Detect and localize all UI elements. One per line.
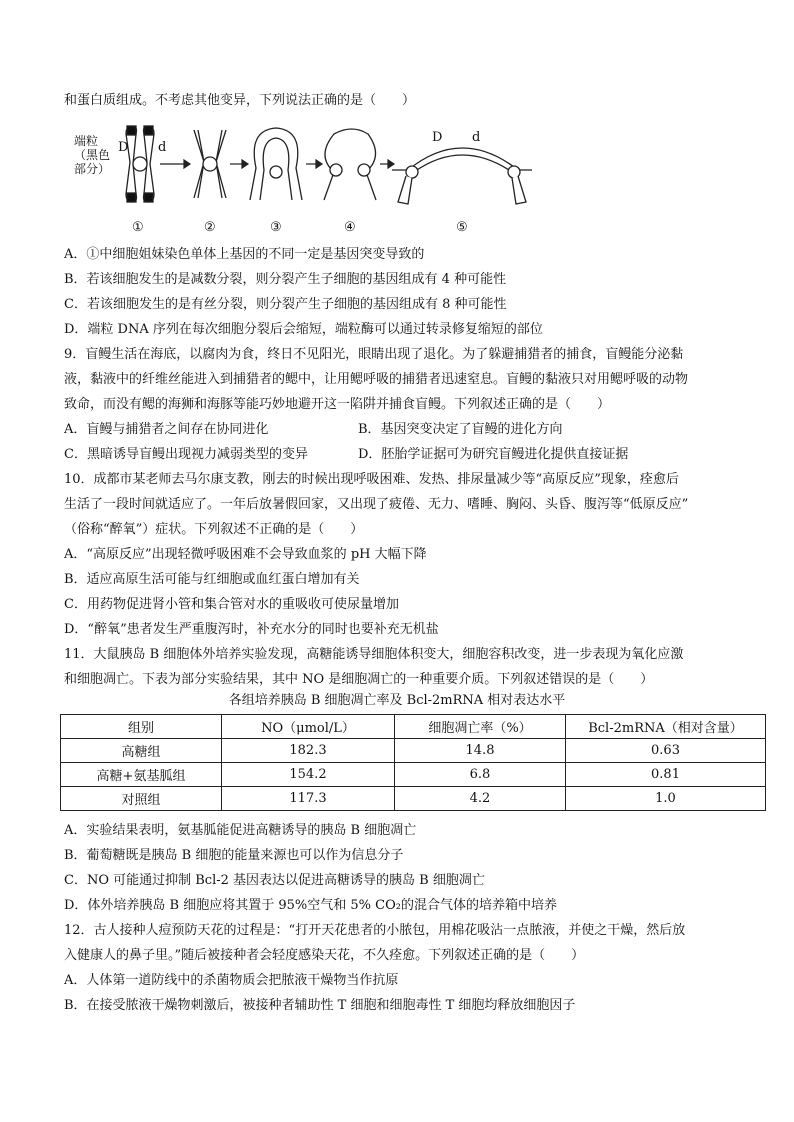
- q10-stem-line: 10．成都市某老师去马尔康支教，刚去的时候出现呼吸困难、发热、排尿量减少等“高原反应”现象，痊愈后: [64, 472, 679, 487]
- q9-stem-line: 9．盲鳗生活在海底，以腐肉为食，终日不见阳光，眼睛出现了退化。为了躲避捕猎者的捕食，盲鳗能分泌黏: [64, 347, 684, 362]
- table-cell: 高糖+氨基胍组: [61, 763, 222, 787]
- table-cell: 14.8: [395, 739, 566, 763]
- table-header: 细胞凋亡率（%）: [395, 715, 566, 739]
- table-header: Bcl-2mRNA（相对含量）: [566, 715, 766, 739]
- q10-stem-line: 生活了一段时间就适应了。一年后放暑假回家，又出现了疲倦、无力、嗜睡、胸闷、头昏、腹泻等“低原反应”: [64, 497, 689, 512]
- stage-2-chromosome: [194, 130, 226, 198]
- table-row: [61, 739, 766, 763]
- q9-stem-line: 致命，而没有鳃的海狮和海豚等能巧妙地避开这一陷阱并捕食盲鳗。下列叙述正确的是（ ）: [64, 397, 611, 412]
- question-stem-line: 和蛋白质组成。不考虑其他变异，下列说法正确的是（ ）: [64, 93, 416, 108]
- stage-5-chromosome: [392, 148, 532, 204]
- chromosome-figure: [72, 120, 532, 238]
- q10-option-c: C．用药物促进肾小管和集合管对水的重吸收可使尿量增加: [64, 597, 399, 612]
- table-caption: 各组培养胰岛 B 细胞凋亡率及 Bcl-2mRNA 相对表达水平: [228, 693, 566, 708]
- q12-stem-line: 入健康人的鼻子里。”随后被接种者会轻度感染天花，不久痊愈。下列叙述正确的是（ ）: [64, 948, 585, 963]
- q12-option-b: B．在接受脓液干燥物刺激后，被接种者辅助性 T 细胞和细胞毒性 T 细胞均释放细胞因子: [64, 998, 576, 1013]
- q8-option-a: A．①中细胞姐妹染色单体上基因的不同一定是基因突变导致的: [64, 247, 425, 262]
- stage-label: ①: [132, 220, 144, 235]
- q12-stem-line: 12．古人接种人痘预防天花的过程是：“打开天花患者的小脓包，用棉花吸沾一点脓液，并使之干燥，然后放: [64, 923, 686, 938]
- table-cell: 0.81: [566, 763, 766, 787]
- gene-D-label: D: [118, 140, 129, 155]
- q10-option-b: B．适应高原生活可能与红细胞或血红蛋白增加有关: [64, 572, 360, 587]
- stage-label: ⑤: [456, 220, 468, 235]
- table-cell: 高糖组: [61, 739, 222, 763]
- q11-option-d: D．体外培养胰岛 B 细胞应将其置于 95%空气和 5% CO₂的混合气体的培养箱中培养: [64, 898, 557, 913]
- table-header: NO（μmol/L）: [222, 715, 395, 739]
- q10-stem-line: （俗称“醉氧”）症状。下列叙述不正确的是（ ）: [64, 522, 364, 537]
- q9-option-a: A．盲鳗与捕猎者之间存在协同进化: [64, 422, 269, 437]
- q10-option-d: D．“醉氧”患者发生严重腹泻时，补充水分的同时也要补充无机盐: [64, 622, 439, 637]
- stage-label: ④: [344, 220, 356, 235]
- table-row: [61, 763, 766, 787]
- table-cell: 154.2: [222, 763, 395, 787]
- q10-option-a: A．“高原反应”出现轻微呼吸困难不会导致血浆的 pH 大幅下降: [64, 547, 427, 562]
- table-cell: 4.2: [395, 787, 566, 811]
- table-cell: 1.0: [566, 787, 766, 811]
- gene-d-label: d: [472, 130, 481, 145]
- table-cell: 0.63: [566, 739, 766, 763]
- table-cell: 182.3: [222, 739, 395, 763]
- results-table: [60, 714, 766, 811]
- q11-option-c: C．NO 可能通过抑制 Bcl-2 基因表达以促进高糖诱导的胰岛 B 细胞凋亡: [64, 873, 485, 888]
- q11-stem-line: 11．大鼠胰岛 B 细胞体外培养实验发现，高糖能诱导细胞体积变大，细胞容积改变，进一步表现为氧化应激: [64, 647, 684, 662]
- stage-label: ③: [270, 220, 282, 235]
- q9-stem-line: 液，黏液中的纤维丝能进入到捕猎者的鳃中，让用鳃呼吸的捕猎者迅速窒息。盲鳗的黏液只对用鳃呼吸的动物: [64, 372, 689, 387]
- q8-option-c: C．若该细胞发生的是有丝分裂，则分裂产生子细胞的基因组成有 8 种可能性: [64, 297, 507, 312]
- q12-option-a: A．人体第一道防线中的杀菌物质会把脓液干燥物当作抗原: [64, 973, 399, 988]
- table-row: [61, 787, 766, 811]
- q9-option-b: B．基因突变决定了盲鳗的进化方向: [358, 422, 563, 437]
- table-cell: 117.3: [222, 787, 395, 811]
- q8-option-b: B．若该细胞发生的是减数分裂，则分裂产生子细胞的基因组成有 4 种可能性: [64, 272, 507, 287]
- q11-option-b: B．葡萄糖既是胰岛 B 细胞的能量来源也可以作为信息分子: [64, 848, 404, 863]
- q9-option-d: D．胚胎学证据可为研究盲鳗进化提供直接证据: [358, 447, 629, 462]
- q8-option-d: D．端粒 DNA 序列在每次细胞分裂后会缩短，端粒酶可以通过转录修复缩短的部位: [64, 322, 543, 337]
- table-cell: 对照组: [61, 787, 222, 811]
- stage-3-chromosome: [250, 128, 302, 200]
- table-cell: 6.8: [395, 763, 566, 787]
- gene-D-label: D: [432, 130, 443, 145]
- table-header: 组别: [61, 715, 222, 739]
- q11-option-a: A．实验结果表明，氨基胍能促进高糖诱导的胰岛 B 细胞凋亡: [64, 823, 417, 838]
- chromosome-diagram: [72, 120, 532, 215]
- stage-label: ②: [204, 220, 216, 235]
- stage-1-chromosome: [126, 126, 154, 202]
- telomere-label: 端粒 （黑色 部分）: [74, 134, 111, 176]
- q9-option-c: C．黑暗诱导盲鳗出现视力减弱类型的变异: [64, 447, 308, 462]
- stage-4-chromosome: [324, 129, 376, 200]
- q11-stem-line: 和细胞凋亡。下表为部分实验结果，其中 NO 是细胞凋亡的一种重要介质。下列叙述错误的是（ ）: [64, 672, 654, 687]
- table-header-row: [61, 715, 766, 739]
- gene-d-label: d: [158, 140, 167, 155]
